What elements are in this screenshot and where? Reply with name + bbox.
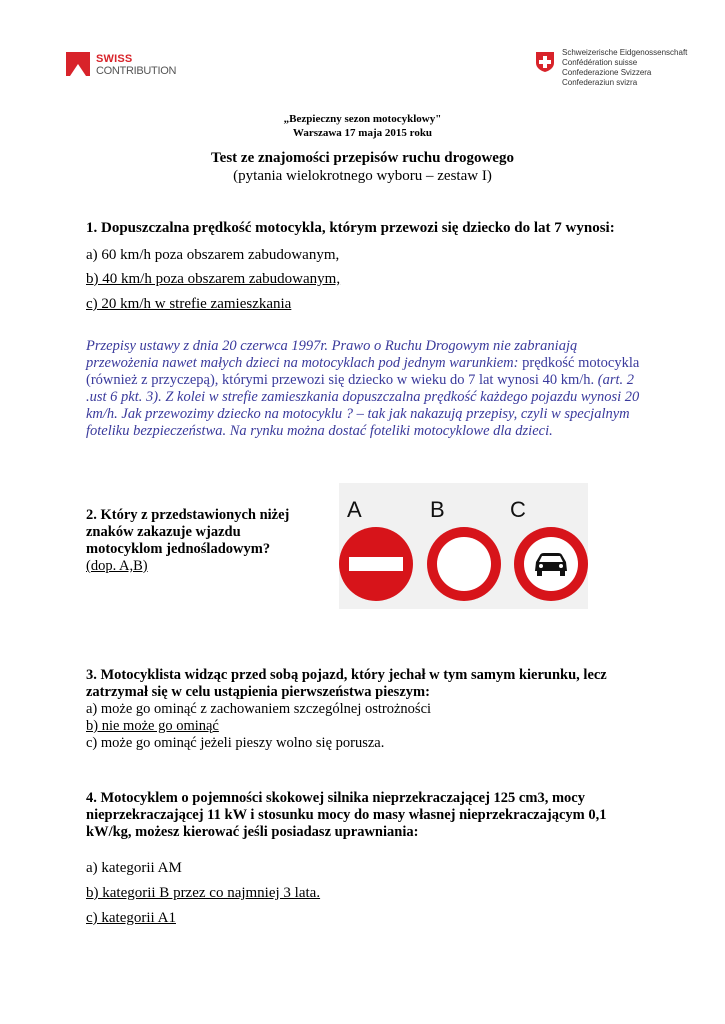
q1-answer-a: a) 60 km/h poza obszarem zabudowanym,: [86, 247, 340, 263]
no-vehicles-sign-icon: [427, 527, 501, 601]
q3-block: [86, 667, 646, 752]
logo-line-2: CONTRIBUTION: [96, 65, 177, 77]
q4-answer-a: a) kategorii AM: [86, 860, 182, 876]
q2-question: . Który z przedstawionych niżej znaków zakazuje wjazdu motocyklom jednośladowym?: [86, 507, 290, 557]
q3-question: 3. Motocyklista widząc przed sobą pojazd, który jechał w tym samym kierunku, lecz zatrzymał się w celu ustąpienia pierwszeństwa pieszym:: [86, 667, 607, 700]
q4-question: 4. Motocyklem o pojemności skokowej silnika nieprzekraczającej 125 cm3, mocy nieprzekraczającej 11 kW i stosunku mocy do masy własnej nieprzekraczającym 0,1 kW/kg, możesz kierować jeśli posiadasz uprawniania:: [86, 790, 607, 840]
q1-answer-b: b) 40 km/h poza obszarem zabudowanym,: [86, 271, 341, 287]
confederation-name-it: Confederazione Svizzera: [562, 68, 652, 77]
q4-answer-c: c) kategorii A1: [86, 910, 176, 926]
q2-question-block: [86, 507, 306, 575]
no-motor-vehicles-sign-icon: [514, 527, 588, 601]
road-signs-svg: [339, 483, 588, 609]
q2-answer: (dop. A,B): [86, 558, 148, 574]
logo-line-1: SWISS: [96, 53, 133, 65]
q2-number: 2: [86, 507, 94, 523]
road-signs-image: [339, 483, 588, 609]
q1-explanation-part2: prędkość motocykla (również z przyczepą), którymi przewozi się dziecko w wieku do 7 lat wynosi 40 km/h.: [86, 355, 640, 388]
q3-answer-b: b) nie może go ominąć: [86, 718, 219, 734]
swiss-confederation-logo: [535, 48, 705, 92]
page-subtitle: (pytania wielokrotnego wyboru – zestaw I): [233, 168, 492, 184]
swiss-contribution-mark-icon: [66, 52, 90, 76]
event-place-date: Warszawa 17 maja 2015 roku: [292, 127, 433, 139]
page-title: Test ze znajomości przepisów ruchu drogowego: [211, 150, 514, 166]
sign-label-a: A: [347, 497, 362, 522]
sign-label-c: C: [510, 497, 526, 522]
confederation-name-fr: Confédération suisse: [562, 58, 638, 67]
q1-explanation: [86, 338, 646, 440]
confederation-name-de: Schweizerische Eidgenossenschaft: [562, 48, 688, 57]
no-entry-sign-icon: [339, 527, 413, 601]
swiss-shield-icon: [535, 51, 555, 73]
confederation-names: [562, 48, 687, 88]
q1-question: 1. Dopuszczalna prędkość motocykla, którym przewozi się dziecko do lat 7 wynosi:: [86, 220, 615, 236]
q1-explanation-part3: (art. 2 .ust 6 pkt. 3). Z kolei w strefie zamieszkania dopuszczalna prędkość każdego pojazdu wynosi 20 km/h. Jak przewozimy dziecko na motocyklu ? – tak jak nakazują przepisy, czyli w specjalnym foteliku bezpieczeństwa. Na rynku można dostać foteliki motocyklowe dla dzieci.: [86, 372, 640, 439]
swiss-contribution-logo: [66, 50, 196, 82]
q3-answer-a: a) może go ominąć z zachowaniem szczególnej ostrożności: [86, 701, 432, 717]
q1-explanation-part1: Przepisy ustawy z dnia 20 czerwca 1997r. Prawo o Ruchu Drogowym nie zabraniają przewożenia nawet małych dzieci na motocyklach pod jednym warunkiem:: [86, 338, 578, 371]
q3-answer-c: c) może go ominąć jeżeli pieszy wolno się porusza.: [86, 735, 385, 751]
sign-label-b: B: [430, 497, 445, 522]
q1-answer-c: c) 20 km/h w strefie zamieszkania: [86, 296, 292, 312]
q4-answer-b: b) kategorii B przez co najmniej 3 lata.: [86, 885, 321, 901]
event-title: „Bezpieczny sezon motocyklowy": [283, 113, 442, 125]
confederation-name-rm: Confederaziun svizra: [562, 78, 638, 87]
